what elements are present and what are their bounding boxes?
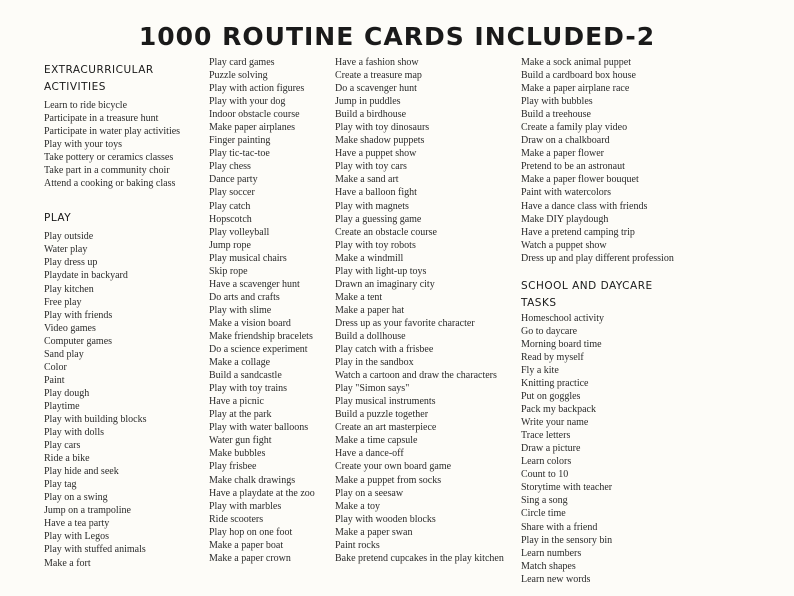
list-item: Do a science experiment bbox=[209, 344, 308, 356]
list-item: Participate in a treasure hunt bbox=[44, 113, 159, 125]
list-item: Write your name bbox=[521, 417, 589, 429]
list-item: Make a paper swan bbox=[335, 526, 413, 538]
list-item: Pretend to be an astronaut bbox=[521, 161, 625, 173]
list-item: Share with a friend bbox=[521, 521, 598, 533]
list-item: Play musical chairs bbox=[209, 252, 287, 264]
list-item: Make a collage bbox=[209, 357, 271, 369]
list-item: Playdate in backyard bbox=[44, 270, 128, 282]
list-item: Play on a seesaw bbox=[335, 487, 404, 499]
list-item: Make a paper crown bbox=[209, 552, 291, 564]
list-item: Play catch bbox=[209, 200, 251, 212]
list-item: Play with magnets bbox=[335, 200, 409, 212]
list-item: Play with toy robots bbox=[335, 239, 416, 251]
play-heading: PLAY bbox=[44, 212, 72, 225]
list-item: Play with toy cars bbox=[335, 161, 407, 173]
list-item: Play dress up bbox=[44, 257, 98, 269]
list-item: Have a pretend camping trip bbox=[521, 226, 635, 238]
list-item: Have a fashion show bbox=[335, 57, 419, 68]
list-item: Drawn an imaginary city bbox=[335, 278, 435, 290]
list-item: Ride a bike bbox=[44, 453, 90, 465]
list-item: Knitting practice bbox=[521, 377, 589, 389]
list-item: Hopscotch bbox=[209, 213, 252, 225]
list-item: Make a sock animal puppet bbox=[521, 57, 631, 68]
list-item: Play soccer bbox=[209, 187, 255, 199]
list-item: Make a fort bbox=[44, 557, 91, 569]
list-item: Jump in puddles bbox=[335, 96, 401, 108]
list-item: Make shadow puppets bbox=[335, 135, 425, 147]
list-item: Attend a cooking or baking class bbox=[44, 178, 176, 190]
list-item: Play with toy trains bbox=[209, 383, 288, 395]
list-item: Play frisbee bbox=[209, 461, 257, 473]
list-item: Circle time bbox=[521, 508, 566, 520]
list-item: Build a sandcastle bbox=[209, 370, 282, 382]
list-item: Create an art masterpiece bbox=[335, 422, 437, 434]
list-item: Make a tent bbox=[335, 291, 383, 303]
list-item: Play "Simon says" bbox=[335, 383, 410, 395]
list-item: Draw on a chalkboard bbox=[521, 135, 610, 147]
play-list-col4 bbox=[521, 56, 691, 265]
list-item: Indoor obstacle course bbox=[209, 109, 300, 121]
list-item: Make a paper boat bbox=[209, 539, 284, 551]
list-item: Have a tea party bbox=[44, 518, 110, 530]
list-item: Count to 10 bbox=[521, 469, 569, 481]
list-item: Jump on a trampoline bbox=[44, 505, 131, 517]
list-item: Do a scavenger hunt bbox=[335, 83, 417, 95]
list-item: Water gun fight bbox=[209, 435, 272, 447]
list-item: Make friendship bracelets bbox=[209, 330, 313, 342]
play-list-col1 bbox=[44, 230, 204, 569]
list-item: Homeschool activity bbox=[521, 312, 605, 324]
list-item: Play catch with a frisbee bbox=[335, 344, 434, 356]
list-item: Have a dance class with friends bbox=[521, 200, 648, 212]
list-item: Play with Legos bbox=[44, 531, 109, 543]
list-item: Play at the park bbox=[209, 409, 272, 421]
list-item: Play dough bbox=[44, 387, 90, 399]
list-item: Have a picnic bbox=[209, 396, 264, 408]
list-item: Play with water balloons bbox=[209, 422, 309, 434]
list-item: Fly a kite bbox=[521, 364, 559, 376]
list-item: Play with your toys bbox=[44, 139, 123, 151]
list-item: Morning board time bbox=[521, 338, 602, 350]
list-item: Create an obstacle course bbox=[335, 226, 437, 238]
list-item: Make DIY playdough bbox=[521, 213, 609, 225]
list-item: Have a balloon fight bbox=[335, 187, 417, 199]
list-item: Match shapes bbox=[521, 560, 576, 572]
list-item: Video games bbox=[44, 322, 96, 334]
list-item: Play with bubbles bbox=[521, 96, 593, 108]
extracurricular-heading-line2: ACTIVITIES bbox=[44, 81, 106, 93]
list-item: Paint bbox=[44, 374, 65, 386]
play-list-col3 bbox=[335, 56, 520, 565]
extracurricular-heading bbox=[44, 62, 204, 96]
list-item: Build a treehouse bbox=[521, 109, 591, 121]
list-item: Dress up as your favorite character bbox=[335, 317, 475, 329]
list-item: Learn to ride bicycle bbox=[44, 100, 128, 111]
list-item: Play kitchen bbox=[44, 283, 94, 295]
list-item: Free play bbox=[44, 296, 82, 308]
page-title: 1000 ROUTINE CARDS INCLUDED-2 bbox=[138, 22, 656, 51]
play-list-col2 bbox=[209, 56, 334, 565]
list-item: Make a time capsule bbox=[335, 435, 418, 447]
list-item: Sing a song bbox=[521, 495, 568, 507]
list-item: Color bbox=[44, 361, 67, 373]
list-item: Put on goggles bbox=[521, 391, 581, 403]
list-item: Jump rope bbox=[209, 239, 251, 251]
list-item: Learn numbers bbox=[521, 547, 582, 559]
list-item: Make paper airplanes bbox=[209, 122, 296, 134]
list-item: Computer games bbox=[44, 335, 113, 347]
list-item: Create your own board game bbox=[335, 461, 452, 473]
list-item: Do arts and crafts bbox=[209, 291, 280, 303]
list-item: Play tag bbox=[44, 479, 77, 491]
column-4 bbox=[521, 56, 691, 586]
list-item: Dance party bbox=[209, 174, 258, 186]
list-item: Play with slime bbox=[209, 304, 272, 316]
list-item: Watch a cartoon and draw the characters bbox=[335, 370, 497, 382]
list-item: Play with stuffed animals bbox=[44, 544, 146, 556]
list-item: Play chess bbox=[209, 161, 251, 173]
list-item: Create a family play video bbox=[521, 122, 628, 134]
list-item: Play in the sensory bin bbox=[521, 534, 613, 546]
list-item: Play with building blocks bbox=[44, 413, 147, 425]
list-item: Make a paper flower bouquet bbox=[521, 174, 639, 186]
list-item: Playtime bbox=[44, 400, 80, 412]
list-item: Play with toy dinosaurs bbox=[335, 122, 430, 134]
list-item: Skip rope bbox=[209, 265, 248, 277]
list-item: Play card games bbox=[209, 57, 275, 68]
list-item: Play with light-up toys bbox=[335, 265, 427, 277]
list-item: Play cars bbox=[44, 440, 81, 452]
list-item: Make a paper airplane race bbox=[521, 83, 630, 95]
list-item: Play tic-tac-toe bbox=[209, 148, 270, 160]
list-item: Play a guessing game bbox=[335, 213, 422, 225]
list-item: Make a puppet from socks bbox=[335, 474, 442, 486]
list-item: Play in the sandbox bbox=[335, 357, 414, 369]
list-item: Build a cardboard box house bbox=[521, 70, 636, 82]
list-item: Take pottery or ceramics classes bbox=[44, 152, 174, 164]
list-item: Sand play bbox=[44, 348, 84, 360]
list-item: Make a windmill bbox=[335, 252, 404, 264]
list-item: Make a toy bbox=[335, 500, 380, 512]
list-item: Make a paper flower bbox=[521, 148, 605, 160]
list-item: Pack my backpack bbox=[521, 404, 596, 416]
list-item: Play with action figures bbox=[209, 83, 305, 95]
list-item: Create a treasure map bbox=[335, 70, 422, 82]
list-item: Make a sand art bbox=[335, 174, 399, 186]
list-item: Have a playdate at the zoo bbox=[209, 487, 315, 499]
school-heading: SCHOOL AND DAYCARE TASKS bbox=[521, 279, 653, 309]
list-item: Make chalk drawings bbox=[209, 474, 296, 486]
column-3 bbox=[335, 56, 520, 565]
list-item: Play with your dog bbox=[209, 96, 286, 108]
list-item: Dress up and play different profession bbox=[521, 252, 674, 264]
list-item: Paint rocks bbox=[335, 539, 380, 551]
list-item: Watch a puppet show bbox=[521, 239, 607, 251]
list-item: Finger painting bbox=[209, 135, 271, 147]
column-1 bbox=[44, 62, 204, 570]
school-list bbox=[521, 312, 691, 586]
list-item: Build a dollhouse bbox=[335, 330, 406, 342]
list-item: Storytime with teacher bbox=[521, 482, 613, 494]
list-item: Build a birdhouse bbox=[335, 109, 407, 121]
list-item: Go to daycare bbox=[521, 325, 578, 337]
list-item: Bake pretend cupcakes in the play kitchen bbox=[335, 552, 504, 564]
list-item: Learn colors bbox=[521, 456, 572, 468]
list-item: Puzzle solving bbox=[209, 70, 268, 82]
list-item: Play outside bbox=[44, 231, 94, 243]
list-item: Take part in a community choir bbox=[44, 165, 170, 177]
extracurricular-heading-line1: EXTRACURRICULAR bbox=[44, 64, 154, 76]
list-item: Learn new words bbox=[521, 573, 591, 585]
list-item: Make a vision board bbox=[209, 317, 291, 329]
list-item: Draw a picture bbox=[521, 443, 581, 455]
list-item: Have a puppet show bbox=[335, 148, 417, 160]
list-item: Play with friends bbox=[44, 309, 113, 321]
list-item: Play hide and seek bbox=[44, 466, 119, 478]
list-item: Read by myself bbox=[521, 351, 584, 363]
list-item: Make a paper hat bbox=[335, 304, 405, 316]
list-item: Play with marbles bbox=[209, 500, 282, 512]
list-item: Play volleyball bbox=[209, 226, 270, 238]
list-item: Ride scooters bbox=[209, 513, 264, 525]
list-item: Have a scavenger hunt bbox=[209, 278, 300, 290]
column-2 bbox=[209, 56, 334, 565]
list-item: Play on a swing bbox=[44, 492, 108, 504]
list-item: Play musical instruments bbox=[335, 396, 436, 408]
list-item: Play with wooden blocks bbox=[335, 513, 436, 525]
list-item: Play hop on one foot bbox=[209, 526, 293, 538]
list-item: Water play bbox=[44, 244, 88, 256]
list-item: Build a puzzle together bbox=[335, 409, 429, 421]
list-item: Have a dance-off bbox=[335, 448, 404, 460]
list-item: Trace letters bbox=[521, 430, 571, 442]
list-item: Play with dolls bbox=[44, 427, 105, 439]
list-item: Make bubbles bbox=[209, 448, 266, 460]
list-item: Paint with watercolors bbox=[521, 187, 611, 199]
extracurricular-list bbox=[44, 99, 204, 190]
list-item: Participate in water play activities bbox=[44, 126, 181, 138]
